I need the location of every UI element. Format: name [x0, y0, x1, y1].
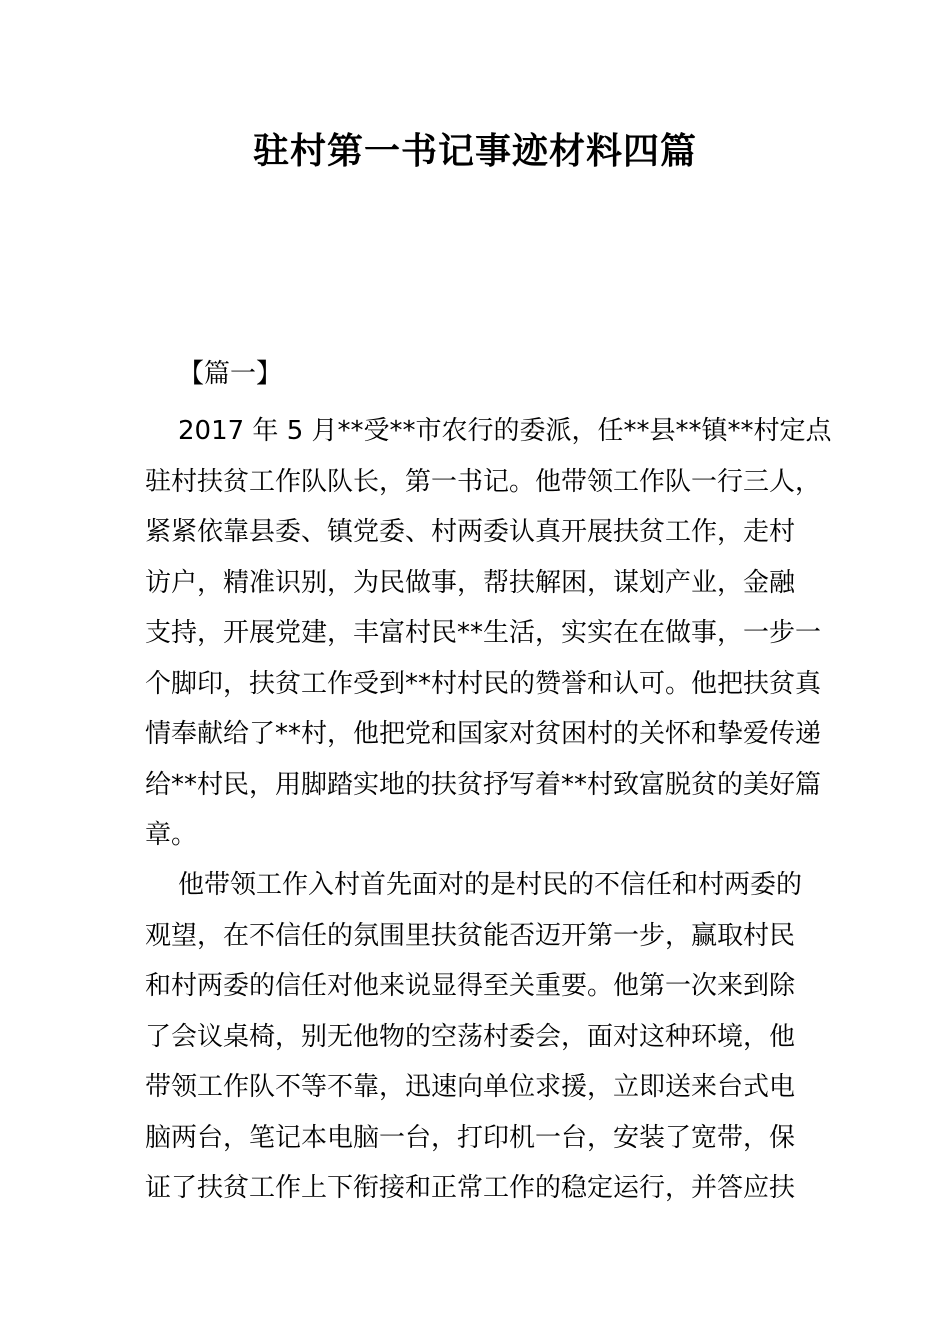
- paragraph-line: 证了扶贫工作上下衔接和正常工作的稳定运行，并答应扶: [145, 1173, 796, 1203]
- paragraph-line: 他带领工作入村首先面对的是村民的不信任和村两委的: [178, 870, 803, 900]
- paragraph-line: 2017 年 5 月**受**市农行的委派，任**县**镇**村定点: [178, 416, 832, 446]
- paragraph-line: 了会议桌椅，别无他物的空荡村委会，面对这种环境，他: [145, 1021, 796, 1052]
- paragraph-1: [145, 406, 832, 861]
- document-title: 驻村第一书记事迹材料四篇: [252, 131, 697, 172]
- paragraph-line: 访户，精准识别，为民做事，帮扶解困，谋划产业，金融: [145, 567, 796, 598]
- paragraph-line: 驻村扶贫工作队队长，第一书记。他带领工作队一行三人，: [145, 466, 822, 497]
- paragraph-2: [145, 860, 809, 1214]
- paragraph-line: 脑两台，笔记本电脑一台，打印机一台，安装了宽带，保: [145, 1122, 796, 1153]
- paragraph-line: 和村两委的信任对他来说显得至关重要。他第一次来到除: [145, 971, 796, 1001]
- paragraph-line: 带领工作队不等不靠，迅速向单位求援，立即送来台式电: [145, 1072, 796, 1102]
- paragraph-line: 给**村民，用脚踏实地的扶贫抒写着**村致富脱贫的美好篇: [145, 769, 822, 800]
- paragraph-line: 个脚印，扶贫工作受到**村村民的赞誉和认可。他把扶贫真: [145, 668, 822, 699]
- section-label: 【篇一】: [178, 359, 283, 389]
- paragraph-line: 情奉献给了**村，他把党和国家对贫困村的关怀和挚爱传递: [145, 719, 822, 749]
- paragraph-line: 紧紧依靠县委、镇党委、村两委认真开展扶贫工作，走村: [145, 517, 796, 547]
- paragraph-line: 章。: [145, 820, 198, 850]
- paragraph-line: 支持，开展党建，丰富村民**生活，实实在在做事，一步一: [145, 618, 822, 648]
- paragraph-line: 观望，在不信任的氛围里扶贫能否迈开第一步，赢取村民: [145, 920, 796, 951]
